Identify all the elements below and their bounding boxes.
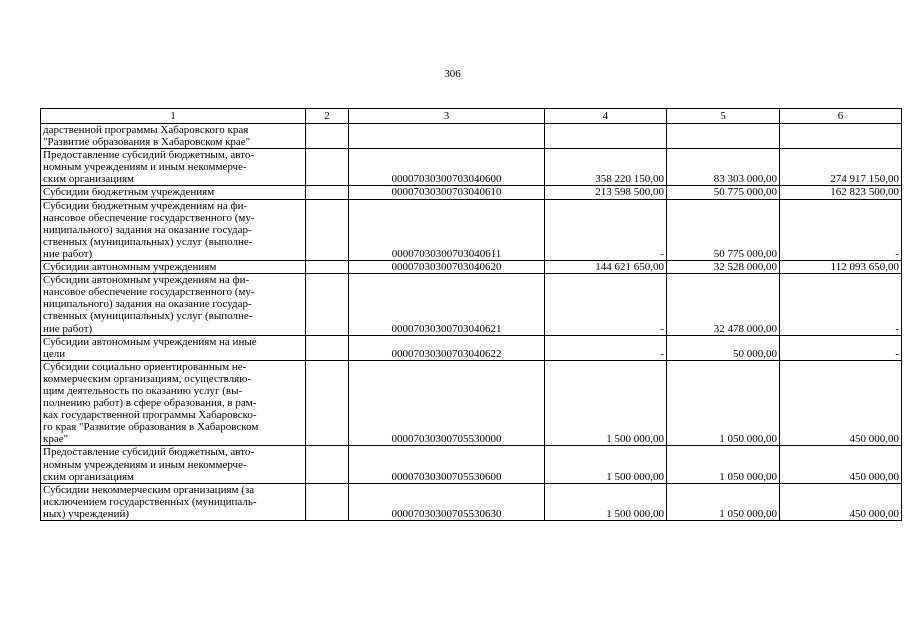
row-code-cell — [349, 124, 545, 149]
row-value-col6 — [780, 124, 902, 149]
table-row — [41, 274, 902, 335]
table-row — [41, 186, 902, 199]
row-value-col5: 1 050 000,00 — [667, 360, 780, 446]
row-value-col5: 83 303 000,00 — [667, 149, 780, 186]
row-value-col4 — [545, 124, 667, 149]
column-header: 5 — [667, 109, 780, 124]
row-name-cell: Субсидии бюджетным учреждениям на фи- нансовое обеспечение государственного (му- ниципального) задания на оказание государ- ственных (муниципальных) услуг (выполне- ние работ) — [41, 199, 306, 260]
row-value-col6: 450 000,00 — [780, 483, 902, 520]
row-value-col4: - — [545, 199, 667, 260]
row-col2-cell — [306, 360, 349, 446]
row-name-cell: Предоставление субсидий бюджетным, авто- номным учреждениям и иным некоммерче- ским организациям — [41, 446, 306, 483]
row-value-col4: 1 500 000,00 — [545, 446, 667, 483]
row-code-cell: 00007030300703040621 — [349, 274, 545, 335]
row-name-cell: Предоставление субсидий бюджетным, авто- номным учреждениям и иным некоммерче- ским организациям — [41, 149, 306, 186]
table-row — [41, 446, 902, 483]
row-name-cell: Субсидии социально ориентированным не- коммерческим организациям, осуществляю- щим деятельность по оказанию услуг (вы- полнению работ) в сфере образования, в рам- ках государственной программы Хабаровско- го края "Развитие образования в Хабаровском крае" — [41, 360, 306, 446]
row-value-col4: 358 220 150,00 — [545, 149, 667, 186]
row-name-cell: дарственной программы Хабаровского края "Развитие образования в Хабаровском крае" — [41, 124, 306, 149]
row-value-col6: 450 000,00 — [780, 446, 902, 483]
row-col2-cell — [306, 335, 349, 360]
row-value-col4: 1 500 000,00 — [545, 483, 667, 520]
row-code-cell: 00007030300705530630 — [349, 483, 545, 520]
row-col2-cell — [306, 446, 349, 483]
row-value-col5: 1 050 000,00 — [667, 483, 780, 520]
row-value-col5: 32 478 000,00 — [667, 274, 780, 335]
page-number: 306 — [444, 68, 461, 80]
row-col2-cell — [306, 186, 349, 199]
table-row — [41, 483, 902, 520]
row-name-cell: Субсидии автономным учреждениям — [41, 261, 306, 274]
row-col2-cell — [306, 124, 349, 149]
column-header: 1 — [41, 109, 306, 124]
row-col2-cell — [306, 483, 349, 520]
table-row — [41, 149, 902, 186]
row-value-col4: 213 598 500,00 — [545, 186, 667, 199]
table-row — [41, 124, 902, 149]
row-col2-cell — [306, 149, 349, 186]
row-value-col6: 274 917 150,00 — [780, 149, 902, 186]
table-row — [41, 360, 902, 446]
row-value-col6: 450 000,00 — [780, 360, 902, 446]
row-name-cell: Субсидии автономным учреждениям на фи- нансовое обеспечение государственного (му- ниципального) задания на оказание государ- ственных (муниципальных) услуг (выполне- ние работ) — [41, 274, 306, 335]
row-name-cell: Субсидии автономным учреждениям на иные цели — [41, 335, 306, 360]
column-header: 4 — [545, 109, 667, 124]
row-name-cell: Субсидии бюджетным учреждениям — [41, 186, 306, 199]
table-row — [41, 335, 902, 360]
row-value-col5: 32 528 000,00 — [667, 261, 780, 274]
row-value-col4: - — [545, 274, 667, 335]
row-value-col5: 50 000,00 — [667, 335, 780, 360]
row-code-cell: 00007030300703040610 — [349, 186, 545, 199]
row-value-col4: 144 621 650,00 — [545, 261, 667, 274]
row-value-col6: - — [780, 199, 902, 260]
row-code-cell: 00007030300703040620 — [349, 261, 545, 274]
row-value-col5: 50 775 000,00 — [667, 186, 780, 199]
header-row — [41, 109, 902, 124]
row-value-col5: 1 050 000,00 — [667, 446, 780, 483]
row-code-cell: 00007030300705530000 — [349, 360, 545, 446]
row-code-cell: 00007030300703040611 — [349, 199, 545, 260]
row-value-col6: 162 823 500,00 — [780, 186, 902, 199]
budget-table — [40, 108, 902, 521]
column-header: 6 — [780, 109, 902, 124]
row-value-col6: - — [780, 274, 902, 335]
table-row — [41, 261, 902, 274]
row-value-col4: 1 500 000,00 — [545, 360, 667, 446]
row-value-col6: 112 093 650,00 — [780, 261, 902, 274]
row-col2-cell — [306, 274, 349, 335]
row-value-col6: - — [780, 335, 902, 360]
table-row — [41, 199, 902, 260]
column-header: 3 — [349, 109, 545, 124]
column-header: 2 — [306, 109, 349, 124]
row-col2-cell — [306, 261, 349, 274]
row-code-cell: 00007030300705530600 — [349, 446, 545, 483]
row-value-col5: 50 775 000,00 — [667, 199, 780, 260]
row-code-cell: 00007030300703040622 — [349, 335, 545, 360]
row-value-col5 — [667, 124, 780, 149]
row-col2-cell — [306, 199, 349, 260]
row-code-cell: 00007030300703040600 — [349, 149, 545, 186]
row-name-cell: Субсидии некоммерческим организациям (за исключением государственных (муниципаль- ных) учреждений) — [41, 483, 306, 520]
row-value-col4: - — [545, 335, 667, 360]
